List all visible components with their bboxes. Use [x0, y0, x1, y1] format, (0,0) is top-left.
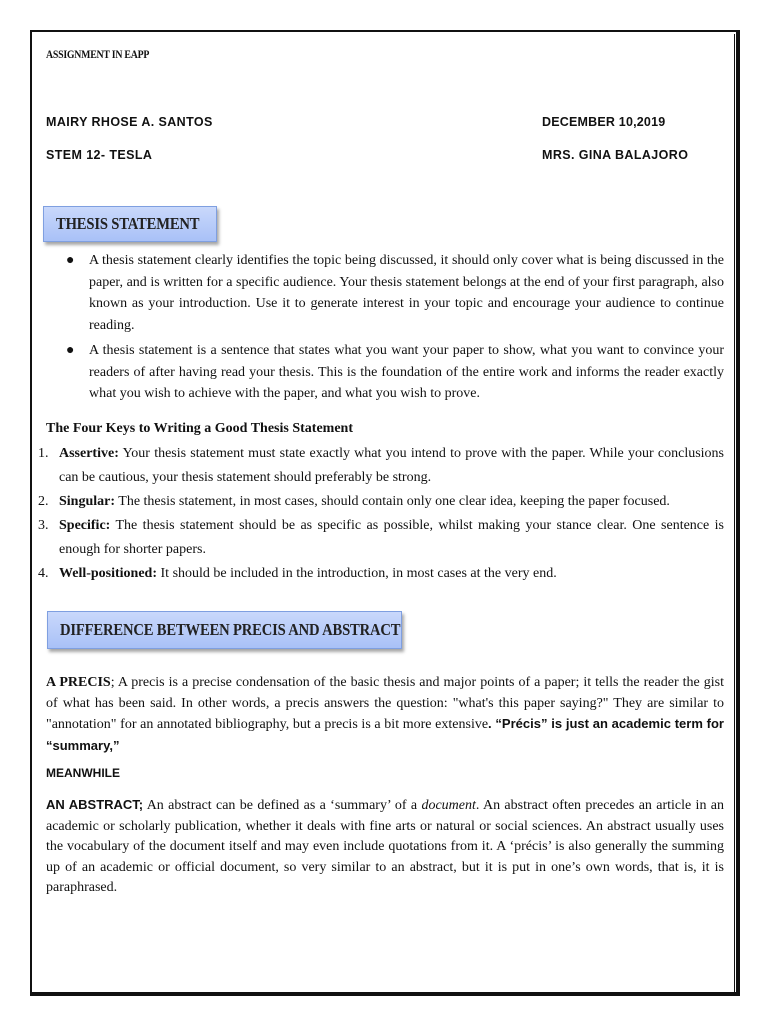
thesis-heading-box [43, 206, 217, 242]
precis-tail: . “Précis” is just an academic term for “summary,” [46, 716, 724, 753]
difference-heading-box [47, 611, 402, 649]
key-term: Well-positioned: [59, 566, 158, 581]
meanwhile-label: MEANWHILE [46, 766, 120, 780]
abstract-body-end: . An abstract often precedes an article in an academic or scholarly publication, whether it deals with fine arts or natural or social sciences. An abstract usually uses the vocabulary of the document itself and may even include quotations from it. A ‘précis’ is also generally the summing up of an academic or official document, so very similar to an abstract, but it is put in one’s own words, that is, it is paraphrased. [46, 798, 724, 895]
class-section: STEM 12- TESLA [46, 148, 153, 162]
key-term: Assertive: [59, 446, 119, 461]
precis-paragraph [46, 673, 724, 757]
bullet-item [66, 340, 724, 405]
abstract-emphasis: document [421, 798, 476, 813]
assignment-title: ASSIGNMENT IN EAPP [46, 47, 150, 61]
key-number: 3. [38, 518, 49, 533]
student-name: MAIRY RHOSE A. SANTOS [46, 115, 213, 129]
bullet-text: A thesis statement clearly identifies the topic being discussed, it should only cover what is being discussed in the paper, and is written for a specific audience. Your thesis statement belongs at the end of your first paragraph, also known as your introduction. Use it to generate interest in your topic and encourage your audience to continue reading. [89, 253, 724, 333]
date: DECEMBER 10,2019 [542, 115, 666, 129]
key-text: The thesis statement should be as specific as possible, whilst making your stance clear. One sentence is enough for shorter papers. [59, 518, 724, 557]
precis-lead: A PRECIS [46, 675, 111, 690]
thesis-heading: THESIS STATEMENT [56, 214, 200, 233]
page-border-double-line [734, 34, 735, 996]
bullet-text: A thesis statement is a sentence that states what you want your paper to show, what you want to convince your readers of after having read your thesis. This is the foundation of the entire work and informs the reader exactly what you wish to achieve with the paper, and what you wish to prove. [89, 343, 724, 401]
bullet-icon: ● [66, 253, 75, 268]
key-number: 1. [38, 446, 49, 461]
key-item [38, 490, 724, 514]
difference-heading: DIFFERENCE BETWEEN PRECIS AND ABSTRACT [60, 620, 401, 639]
bullet-item [66, 250, 724, 336]
abstract-lead: AN ABSTRACT; [46, 797, 144, 812]
key-term: Singular: [59, 494, 116, 509]
abstract-paragraph [46, 795, 724, 899]
key-number: 2. [38, 494, 49, 509]
key-term: Specific: [59, 518, 111, 533]
key-text: Your thesis statement must state exactly what you intend to prove with the paper. While your conclusions can be cautious, your thesis statement should preferably be strong. [59, 446, 724, 485]
keys-list [38, 442, 724, 586]
bullet-icon: ● [66, 343, 75, 358]
key-number: 4. [38, 566, 49, 581]
key-text: The thesis statement, in most cases, should contain only one clear idea, keeping the paper focused. [115, 494, 670, 509]
abstract-body-start: An abstract can be defined as a ‘summary’ of a [143, 798, 422, 813]
key-text: It should be included in the introduction, in most cases at the very end. [157, 566, 557, 581]
key-item [38, 514, 724, 562]
keys-title: The Four Keys to Writing a Good Thesis Statement [46, 421, 353, 436]
key-item [38, 442, 724, 490]
key-item [38, 562, 724, 586]
thesis-bullet-list [66, 250, 724, 409]
precis-body: ; A precis is a precise condensation of the basic thesis and major points of a paper; it tells the reader the gist of what has been said. In other words, a precis answers the question: "what's this paper saying?" They are similar to "annotation" for an annotated bibliography, but a precis is a bit more extensive [46, 675, 724, 732]
teacher-name: MRS. GINA BALAJORO [542, 148, 689, 162]
